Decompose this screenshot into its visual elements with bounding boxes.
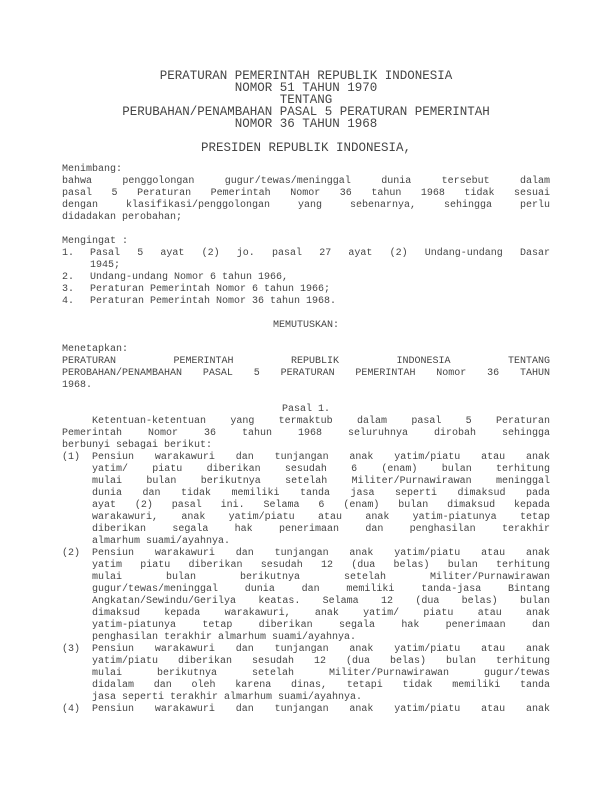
paragraph-line: PERATURAN PEMERINTAH REPUBLIK INDONESIA TENTANG bbox=[62, 356, 550, 367]
list-item-line: Peraturan Pemerintah Nomor 36 tahun 1968. bbox=[90, 296, 337, 307]
list-item-line: Pasal 5 ayat (2) jo. pasal 27 ayat (2) Undang-undang Dasar bbox=[90, 248, 550, 259]
menetapkan-label: Menetapkan: bbox=[62, 344, 129, 355]
paragraph-line: dengan klasifikasi/penggolongan yang sebenarnya, sehingga perlu bbox=[62, 200, 550, 211]
list-item-number: 3. bbox=[62, 284, 75, 295]
item-text bbox=[92, 704, 550, 716]
list-item-line: 1945; bbox=[90, 260, 121, 271]
list-item-number: 2. bbox=[62, 272, 75, 283]
item-line: Angkatan/Sewindu/Gerilya keatas. Selama 12 (dua belas) bulan bbox=[92, 596, 550, 607]
doc-title-line: NOMOR 36 TAHUN 1968 bbox=[234, 117, 378, 131]
doc-title-line: PERUBAHAN/PENAMBAHAN PASAL 5 PERATURAN PEMERINTAH bbox=[122, 105, 490, 119]
doc-title-line: TENTANG bbox=[279, 93, 333, 107]
paragraph-line: bahwa penggolongan gugur/tewas/meninggal dunia tersebut dalam bbox=[62, 176, 550, 187]
item-line: Pensiun warakawuri dan tunjangan anak yatim/piatu atau anak bbox=[92, 548, 550, 559]
paragraph-line: pasal 5 Peraturan Pemerintah Nomor 36 tahun 1968 tidak sesuai bbox=[62, 188, 550, 199]
list-item bbox=[62, 248, 550, 272]
list-item-text bbox=[90, 272, 550, 284]
document-body bbox=[62, 164, 550, 716]
item-text bbox=[92, 452, 550, 548]
item-line: mulai bulan berikutnya setelah Militer/Purnawirawan meninggal bbox=[92, 476, 550, 487]
item-line: didalam dan oleh karena dinas, tetapi tidak memiliki tanda bbox=[92, 680, 550, 691]
menimbang-label: Menimbang: bbox=[62, 164, 123, 175]
item-number: (2) bbox=[62, 548, 81, 559]
item-line: Pensiun warakawuri dan tunjangan anak yatim/piatu atau anak bbox=[92, 704, 550, 715]
spacer bbox=[62, 392, 550, 404]
doc-title-line: NOMOR 51 TAHUN 1970 bbox=[234, 81, 378, 95]
doc-title-line: PERATURAN PEMERINTAH REPUBLIK INDONESIA bbox=[159, 69, 453, 83]
item-line: Pensiun warakawuri dan tunjangan anak yatim/piatu atau anak bbox=[92, 644, 550, 655]
item-line: gugur/tewas/meninggal dunia dan memiliki tanda-jasa Bintang bbox=[92, 584, 550, 595]
paragraph-line: Pemerintah Nomor 36 tahun 1968 seluruhnya dirobah sehingga bbox=[62, 428, 550, 439]
item-line: penghasilan terakhir almarhum suami/ayahnya. bbox=[92, 632, 357, 643]
document-content bbox=[62, 70, 550, 716]
spacer bbox=[62, 332, 550, 344]
list-item bbox=[62, 284, 550, 296]
list-item-number: 4. bbox=[62, 296, 75, 307]
list-item-line: Undang-undang Nomor 6 tahun 1966, bbox=[90, 272, 289, 283]
list-item bbox=[62, 704, 550, 716]
item-line: dunia dan tidak memiliki tanda jasa seperti dimaksud pada bbox=[92, 488, 550, 499]
list-item-number: 1. bbox=[62, 248, 75, 259]
spacer bbox=[62, 154, 550, 164]
item-line: yatim/piatu diberikan sesudah 12 (dua belas) bulan terhitung bbox=[92, 656, 550, 667]
list-item bbox=[62, 296, 550, 308]
document-header bbox=[62, 70, 550, 154]
item-line: mulai bulan berikutnya setelah Militer/Purnawirawan bbox=[92, 572, 550, 583]
list-item-text bbox=[90, 284, 550, 296]
list-item-text bbox=[90, 296, 550, 308]
list-item bbox=[62, 548, 550, 644]
paragraph-line: PEROBAHAN/PENAMBAHAN PASAL 5 PERATURAN PEMERINTAH Nomor 36 TAHUN bbox=[62, 368, 550, 379]
item-line: ayat (2) pasal ini. Selama 6 (enam) bulan dimaksud kepada bbox=[92, 500, 550, 511]
item-number: (3) bbox=[62, 644, 81, 655]
mengingat-label: Mengingat : bbox=[62, 236, 129, 247]
list-item-text bbox=[90, 248, 550, 272]
item-line: warakawuri, anak yatim/piatu atau anak yatim-piatunya tetap bbox=[92, 512, 550, 523]
item-line: yatim/ piatu diberikan sesudah 6 (enam) bulan terhitung bbox=[92, 464, 550, 475]
paragraph-line: 1968. bbox=[62, 380, 93, 391]
spacer bbox=[62, 224, 550, 236]
item-line: Pensiun warakawuri dan tunjangan anak yatim/piatu atau anak bbox=[92, 452, 550, 463]
item-text bbox=[92, 548, 550, 644]
item-line: dimaksud kepada warakawuri, anak yatim/ piatu atau anak bbox=[92, 608, 550, 619]
list-item bbox=[62, 452, 550, 548]
item-number: (1) bbox=[62, 452, 81, 463]
paragraph-line: berbunyi sebagai berikut: bbox=[62, 440, 213, 451]
list-item-line: Peraturan Pemerintah Nomor 6 tahun 1966; bbox=[90, 284, 331, 295]
memutuskan-heading: MEMUTUSKAN: bbox=[272, 320, 339, 331]
item-line: yatim piatu diberikan sesudah 12 (dua belas) bulan terhitung bbox=[92, 560, 550, 571]
item-line: yatim-piatunya tetap diberikan segala hak penerimaan dan bbox=[92, 620, 550, 631]
paragraph-line: didadakan perobahan; bbox=[62, 212, 183, 223]
item-line: almarhum suami/ayahnya. bbox=[92, 536, 231, 547]
pasal-1-heading: Pasal 1. bbox=[281, 404, 330, 415]
item-text bbox=[92, 644, 550, 704]
list-item bbox=[62, 272, 550, 284]
paragraph-line: Ketentuan-ketentuan yang termaktub dalam pasal 5 Peraturan bbox=[92, 416, 550, 427]
spacer bbox=[62, 308, 550, 320]
item-line: jasa seperti terakhir almarhum suami/ayahnya. bbox=[92, 692, 363, 703]
item-number: (4) bbox=[62, 704, 81, 715]
presiden-line: PRESIDEN REPUBLIK INDONESIA, bbox=[200, 141, 412, 155]
item-line: mulai berikutnya setelah Militer/Purnawirawan gugur/tewas bbox=[92, 668, 550, 679]
item-line: diberikan segala hak penerimaan dan penghasilan terakhir bbox=[92, 524, 550, 535]
list-item bbox=[62, 644, 550, 704]
